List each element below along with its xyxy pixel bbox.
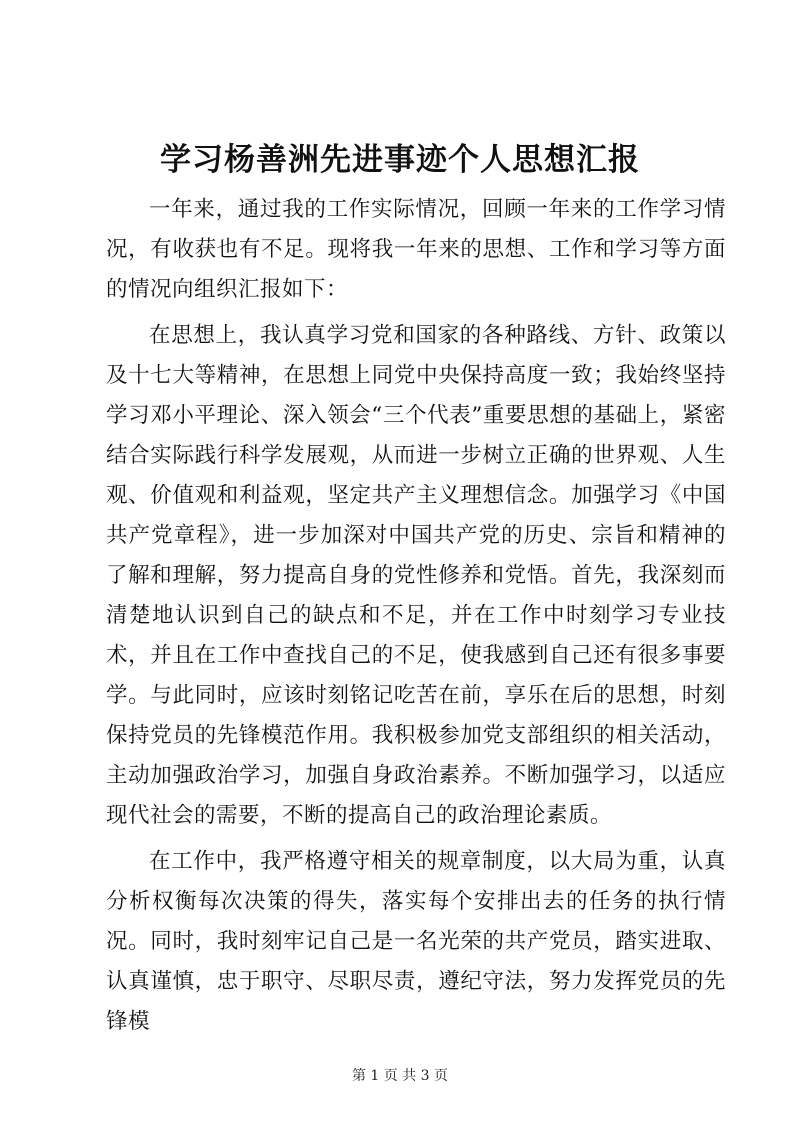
document-body xyxy=(106,190,726,1048)
document-title: 学习杨善洲先进事迹个人思想汇报 xyxy=(160,142,640,178)
paragraph-intro: 一年来，通过我的工作实际情况，回顾一年来的工作学习情况，有收获也有不足。现将我一年来的思想、工作和学习等方面的情况向组织汇报如下： xyxy=(106,197,726,302)
page-footer: 第 1 页 共 3 页 xyxy=(351,1068,449,1084)
paragraph-thought: 在思想上，我认真学习党和国家的各种路线、方针、政策以及十七大等精神，在思想上同党中央保持高度一致；我始终坚持学习邓小平理论、深入领会“三个代表”重要思想的基础上，紧密结合实际践行科学发展观，从而进一步树立正确的世界观、人生观、价值观和利益观，坚定共产主义理想信念。加强学习《中国共产党章程》，进一步加深对中国共产党的历史、宗旨和精神的了解和理解，努力提高自身的党性修养和党悟。首先，我深刻而清楚地认识到自己的缺点和不足，并在工作中时刻学习专业技术，并且在工作中查找自己的不足，使我感到自己还有很多事要学。与此同时，应该时刻铭记吃苦在前，享乐在后的思想，时刻保持党员的先锋模范作用。我积极参加党支部组织的相关活动，主动加强政治学习，加强自身政治素养。不断加强学习，以适应现代社会的需要，不断的提高自己的政治理论素质。 xyxy=(106,323,726,828)
paragraph-work: 在工作中，我严格遵守相关的规章制度，以大局为重，认真分析权衡每次决策的得失，落实每个安排出去的任务的执行情况。同时，我时刻牢记自己是一名光荣的共产党员，踏实进取、认真谨慎，忠于职守、尽职尽责，遵纪守法，努力发挥党员的先锋模 xyxy=(106,849,726,1034)
